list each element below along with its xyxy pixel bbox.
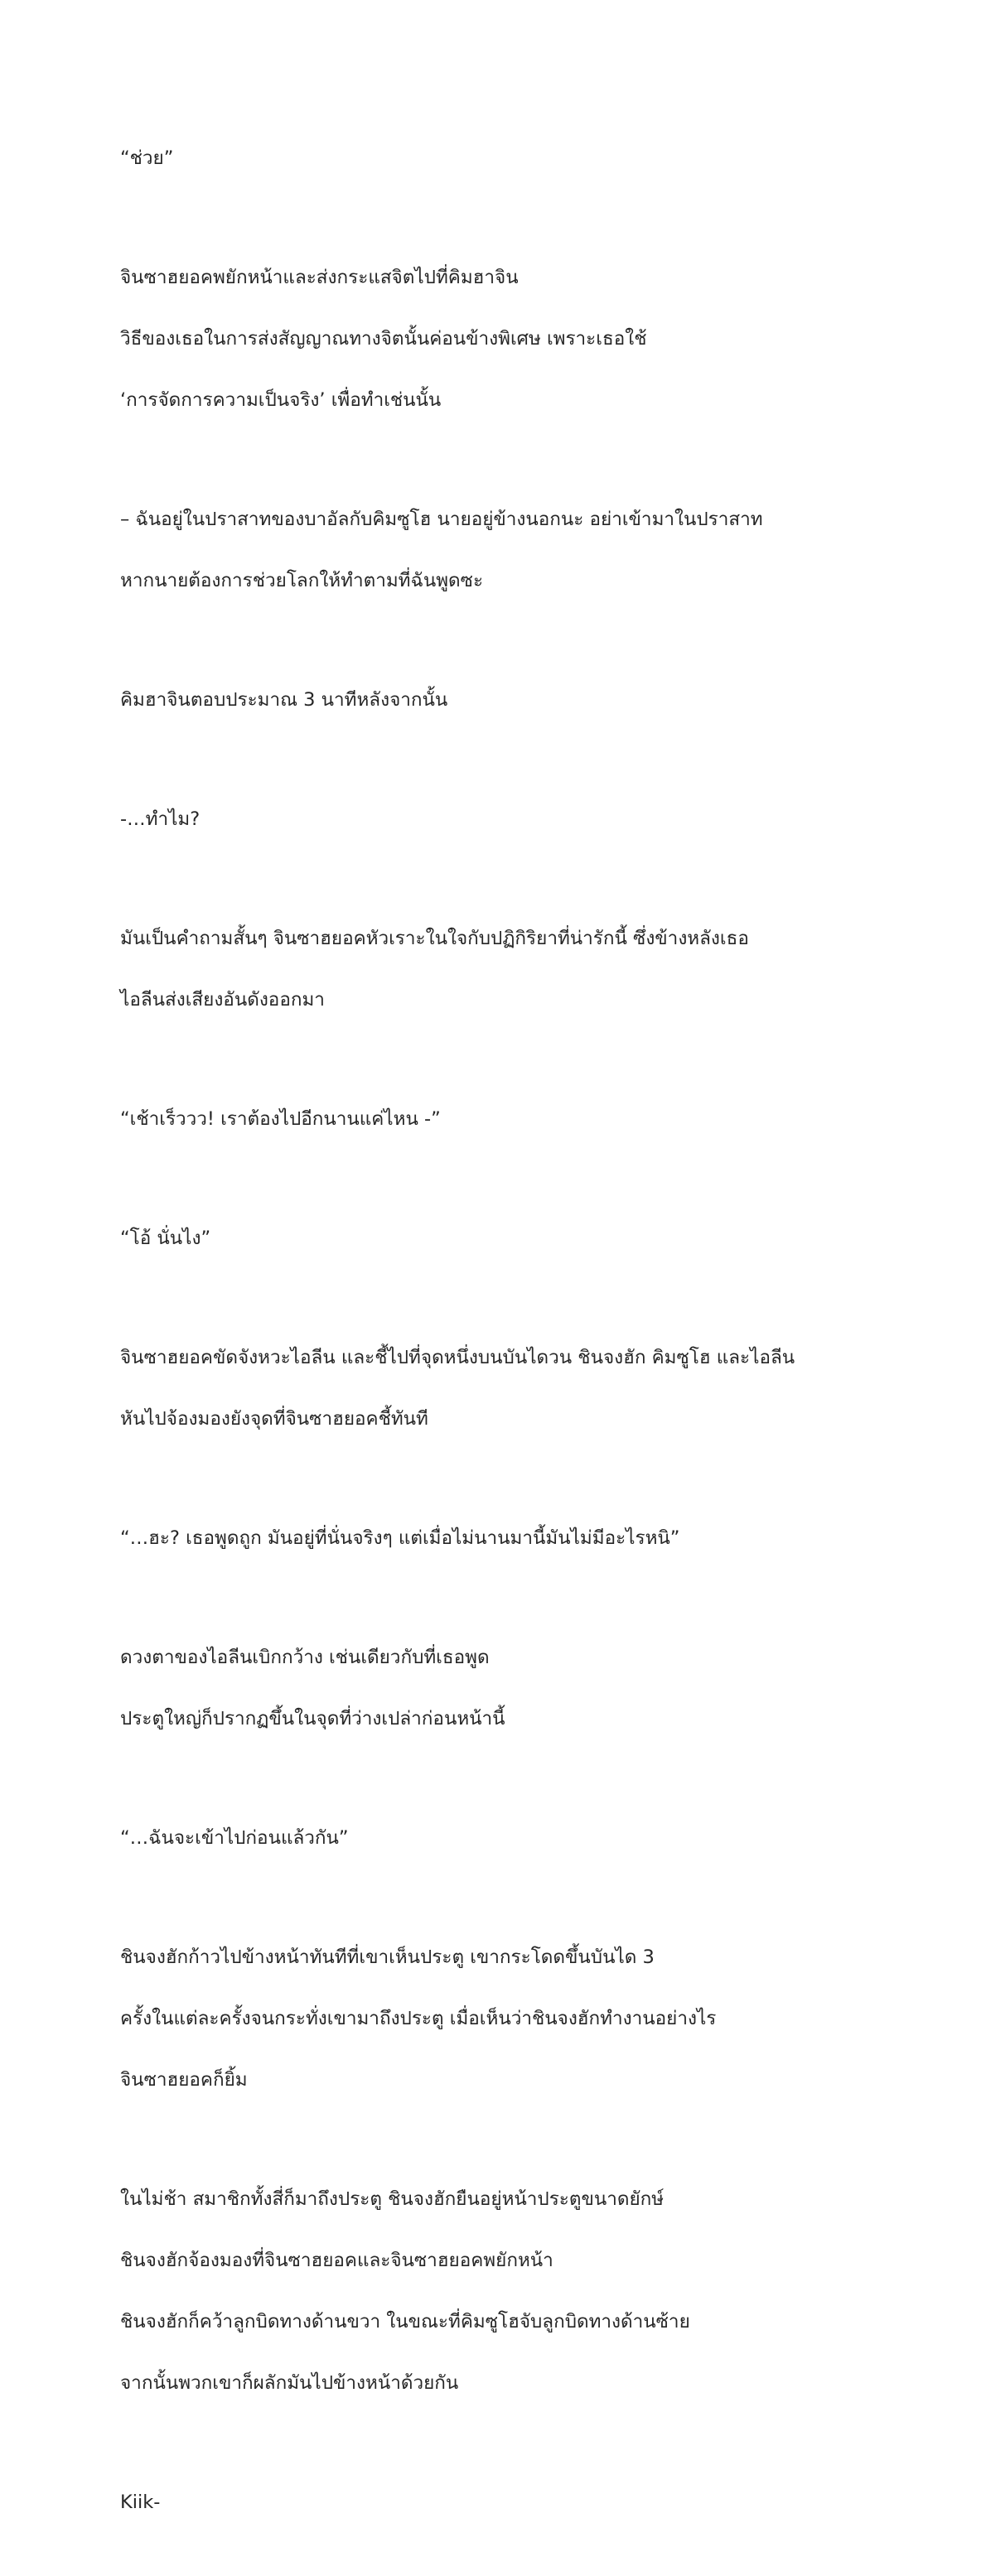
paragraph xyxy=(120,1193,866,1285)
text-line: ชินจงฮักจ้องมองที่จินซาฮยอคและจินซาฮยอคพยักหน้า xyxy=(120,2250,553,2271)
paragraph xyxy=(120,2154,866,2429)
paragraph xyxy=(120,113,866,205)
text-line: จากนั้นพวกเขาก็ผลักมันไปข้างหน้าด้วยกัน xyxy=(120,2372,459,2394)
paragraph xyxy=(120,1312,866,1465)
paragraph xyxy=(120,654,866,746)
text-line: ชินจงฮักก็คว้าลูกบิดทางด้านขวา ในขณะที่คิมซูโฮจับลูกบิดทางด้านซ้าย xyxy=(120,2311,690,2332)
paragraph xyxy=(120,2457,866,2549)
text-line: หันไปจ้องมองยังจุดที่จินซาฮยอคชี้ทันที xyxy=(120,1408,428,1430)
paragraph xyxy=(120,1612,866,1765)
text-line: “ช่วย” xyxy=(120,147,174,169)
text-line: ‘การจัดการความเป็นจริง’ เพื่อทำเช่นนั้น xyxy=(120,389,442,411)
paragraph xyxy=(120,774,866,866)
text-line: “…ฮะ? เธอพูดถูก มันอยู่ที่นั่นจริงๆ แต่เมื่อไม่นานมานี้มันไม่มีอะไรหนิ” xyxy=(120,1527,680,1549)
text-line: Kiik- xyxy=(120,2492,161,2513)
text-line: ครั้งในแต่ละครั้งจนกระทั่งเขามาถึงประตู เมื่อเห็นว่าชินจงฮักทำงานอย่างไร xyxy=(120,2008,717,2029)
paragraph xyxy=(120,893,866,1046)
text-line: จินซาฮยอคพยักหน้าและส่งกระแสจิตไปที่คิมฮาจิน xyxy=(120,267,519,288)
text-line: ดวงตาของไอลีนเบิกกว้าง เช่นเดียวกับที่เธอพูด xyxy=(120,1647,490,1668)
paragraph xyxy=(120,1493,866,1585)
paragraph xyxy=(120,474,866,627)
text-line: หากนายต้องการช่วยโลกให้ทำตามที่ฉันพูดซะ xyxy=(120,570,484,591)
paragraph xyxy=(120,1073,866,1165)
text-line: ในไม่ช้า สมาชิกทั้งสี่ก็มาถึงประตู ชินจงฮักยืนอยู่หน้าประตูขนาดยักษ์ xyxy=(120,2188,665,2210)
text-line: “โอ้ นั่นไง” xyxy=(120,1228,211,1249)
text-line: คิมฮาจินตอบประมาณ 3 นาทีหลังจากนั้น xyxy=(120,689,448,711)
text-line: “…ฉันจะเข้าไปก่อนแล้วกัน” xyxy=(120,1827,349,1849)
paragraph xyxy=(120,1912,866,2126)
text-line: ไอลีนส่งเสียงอันดังออกมา xyxy=(120,989,325,1011)
document-page xyxy=(120,113,866,2576)
text-line: “เช้าเร็ววว! เราต้องไปอีกนานแค่ไหน -” xyxy=(120,1108,441,1130)
text-line: ชินจงฮักก้าวไปข้างหน้าทันทีที่เขาเห็นประตู เขากระโดดขึ้นบันได 3 xyxy=(120,1946,655,1968)
text-line: วิธีของเธอในการส่งสัญญาณทางจิตนั้นค่อนข้างพิเศษ เพราะเธอใช้ xyxy=(120,328,647,350)
text-line: จินซาฮยอคก็ยิ้ม xyxy=(120,2069,248,2091)
text-line: มันเป็นคำถามสั้นๆ จินซาฮยอคหัวเราะในใจกับปฏิกิริยาที่น่ารักนี้ ซึ่งข้างหลังเธอ xyxy=(120,928,749,949)
text-line: จินซาฮยอคขัดจังหวะไอลีน และชี้ไปที่จุดหนึ่งบนบันไดวน ชินจงฮัก คิมซูโฮ และไอลีน xyxy=(120,1347,795,1368)
paragraph xyxy=(120,232,866,446)
text-line: -…ทำไม? xyxy=(120,808,201,830)
paragraph xyxy=(120,1792,866,1884)
text-line: ประตูใหญ่ก็ปรากฏขึ้นในจุดที่ว่างเปล่าก่อนหน้านี้ xyxy=(120,1708,505,1729)
text-line: – ฉันอยู่ในปราสาทของบาอัลกับคิมซูโฮ นายอยู่ข้างนอกนะ อย่าเข้ามาในปราสาท xyxy=(120,509,763,530)
